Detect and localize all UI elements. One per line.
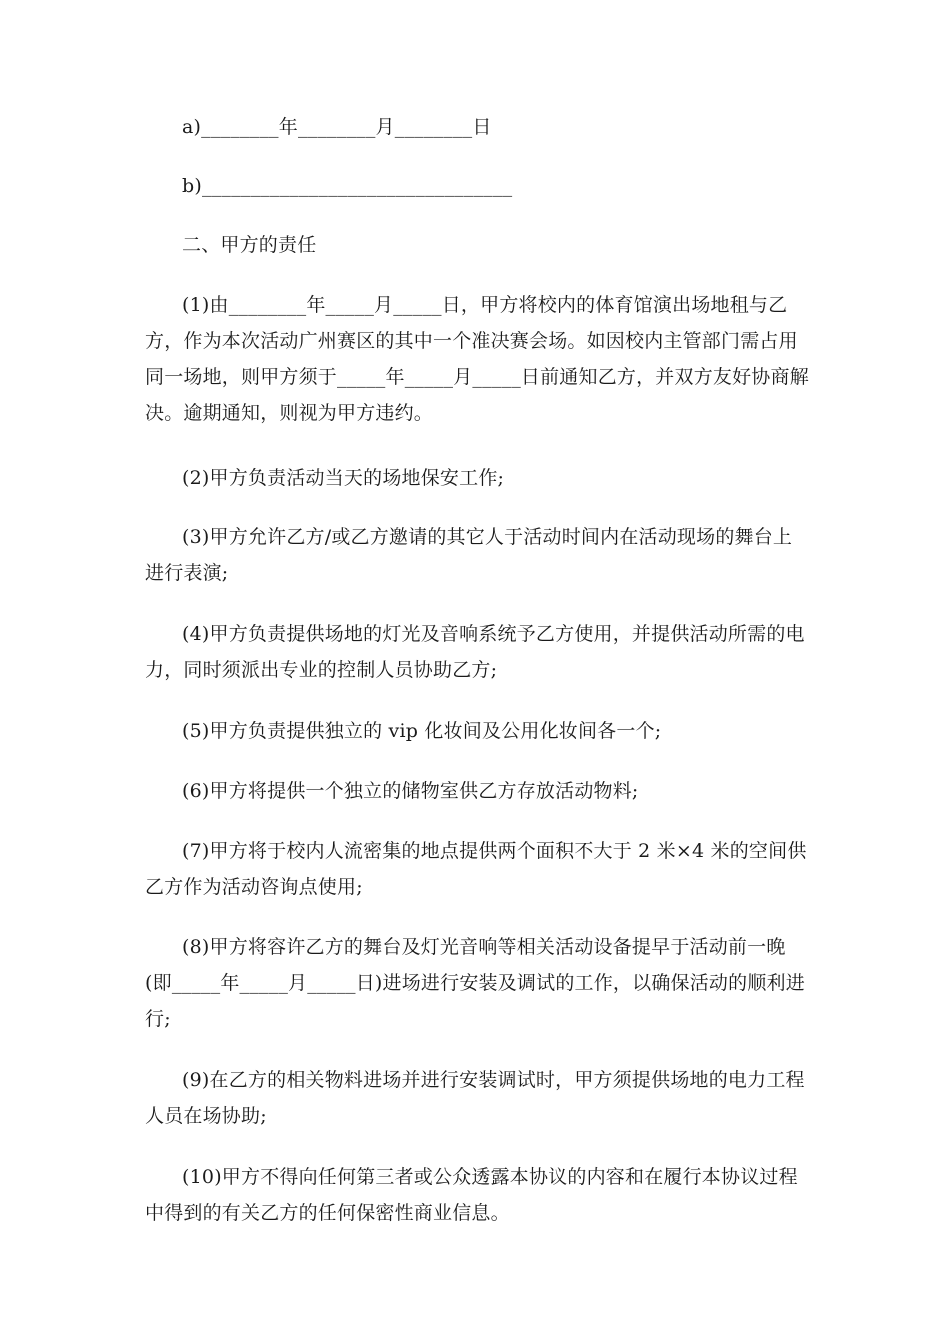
clause-9-line-1: (9)在乙方的相关物料进场并进行安装调试时，甲方须提供场地的电力工程 [182,1069,805,1091]
clause-1-line-2: 方，作为本次活动广州赛区的其中一个准决赛会场。如因校内主管部门需占用 [145,330,798,352]
clause-1-line-4: 决。逾期通知，则视为甲方违约。 [145,402,434,424]
clause-4-line-1: (4)甲方负责提供场地的灯光及音响系统予乙方使用，并提供活动所需的电 [182,623,805,645]
clause-10-line-2: 中得到的有关乙方的任何保密性商业信息。 [145,1202,510,1224]
clause-4-line-2: 力，同时须派出专业的控制人员协助乙方; [145,659,498,681]
clause-2: (2)甲方负责活动当天的场地保安工作; [182,467,505,489]
clause-5: (5)甲方负责提供独立的 vip 化妆间及公用化妆间各一个; [182,720,662,742]
date-field-line-a: a)________年________月________日 [182,116,492,138]
clause-7-line-2: 乙方作为活动咨询点使用; [145,876,363,898]
section-heading: 二、甲方的责任 [182,234,317,256]
clause-3-line-1: (3)甲方允许乙方/或乙方邀请的其它人于活动时间内在活动现场的舞台上 [182,526,793,548]
clause-1-line-3: 同一场地，则甲方须于_____年_____月_____日前通知乙方，并双方友好协商解 [145,366,809,388]
clause-10-line-1: (10)甲方不得向任何第三者或公众透露本协议的内容和在履行本协议过程 [182,1166,798,1188]
clause-8-line-1: (8)甲方将容许乙方的舞台及灯光音响等相关活动设备提早于活动前一晚 [182,936,786,958]
blank-field-line-b: b)________________________________ [182,175,513,197]
clause-8-line-2: (即_____年_____月_____日)进场进行安装及调试的工作，以确保活动的顺利进 [145,972,805,994]
clause-3-line-2: 进行表演; [145,562,229,584]
clause-1-line-1: (1)由________年_____月_____日，甲方将校内的体育馆演出场地租与乙 [182,294,788,316]
clause-8-line-3: 行; [145,1008,171,1030]
clause-7-line-1: (7)甲方将于校内人流密集的地点提供两个面积不大于 2 米×4 米的空间供 [182,840,807,862]
clause-9-line-2: 人员在场协助; [145,1105,267,1127]
clause-6: (6)甲方将提供一个独立的储物室供乙方存放活动物料; [182,780,639,802]
